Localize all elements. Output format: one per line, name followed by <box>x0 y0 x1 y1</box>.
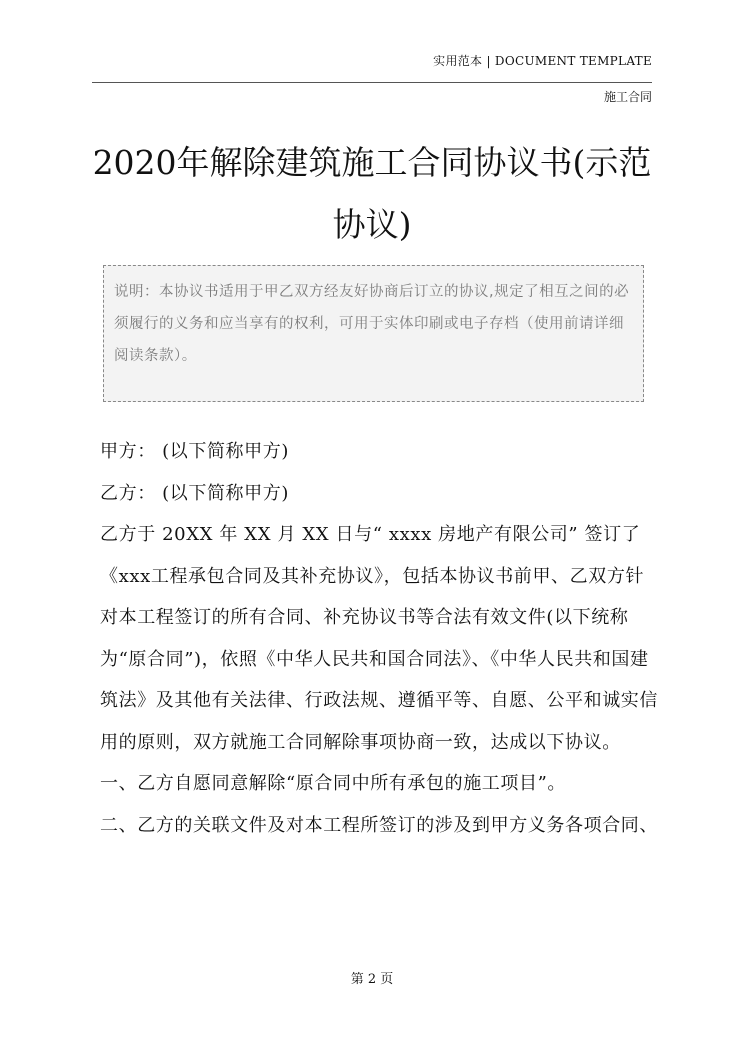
header-template-label: 实用范本 | DOCUMENT TEMPLATE <box>433 54 652 68</box>
document-title: 2020年解除建筑施工合同协议书(示范协议) <box>92 143 652 244</box>
usage-note-box: 说明：本协议书适用于甲乙双方经友好协商后订立的协议,规定了相互之间的必须履行的义务和应当享有的权利，可用于实体印刷或电子存档（使用前请详细阅读条款）。 <box>103 265 644 402</box>
clause-2: 二、乙方的关联文件及对本工程所签订的涉及到甲方义务各项合同、 <box>100 814 658 836</box>
party-a-line: 甲方： (以下简称甲方) <box>100 441 289 462</box>
clause-1: 一、乙方自愿同意解除“原合同中所有承包的施工项目”。 <box>100 773 567 794</box>
header-divider <box>92 82 652 83</box>
header-category: 施工合同 <box>603 90 652 104</box>
intro-paragraph: 乙方于 20XX 年 XX 月 XX 日与“ xxxx 房地产有限公司” 签订了《xxx工程承包合同及其补充协议》，包括本协议书前甲、乙双方针对本工程签订的所有合同、补充协议书等合法有效文件(以下统称为“原合同”)，依照《中华人民共和国合同法》、《中华人民共和国建筑法》及其他有关法律、行政法规、遵循平等、自愿、公平和诚实信用的原则，双方就施工合同解除事项协商一致，达成以下协议。 <box>100 524 658 753</box>
page-number: 第 2 页 <box>350 972 394 987</box>
party-b-line: 乙方： (以下简称甲方) <box>100 482 289 504</box>
document-body <box>100 431 660 846</box>
